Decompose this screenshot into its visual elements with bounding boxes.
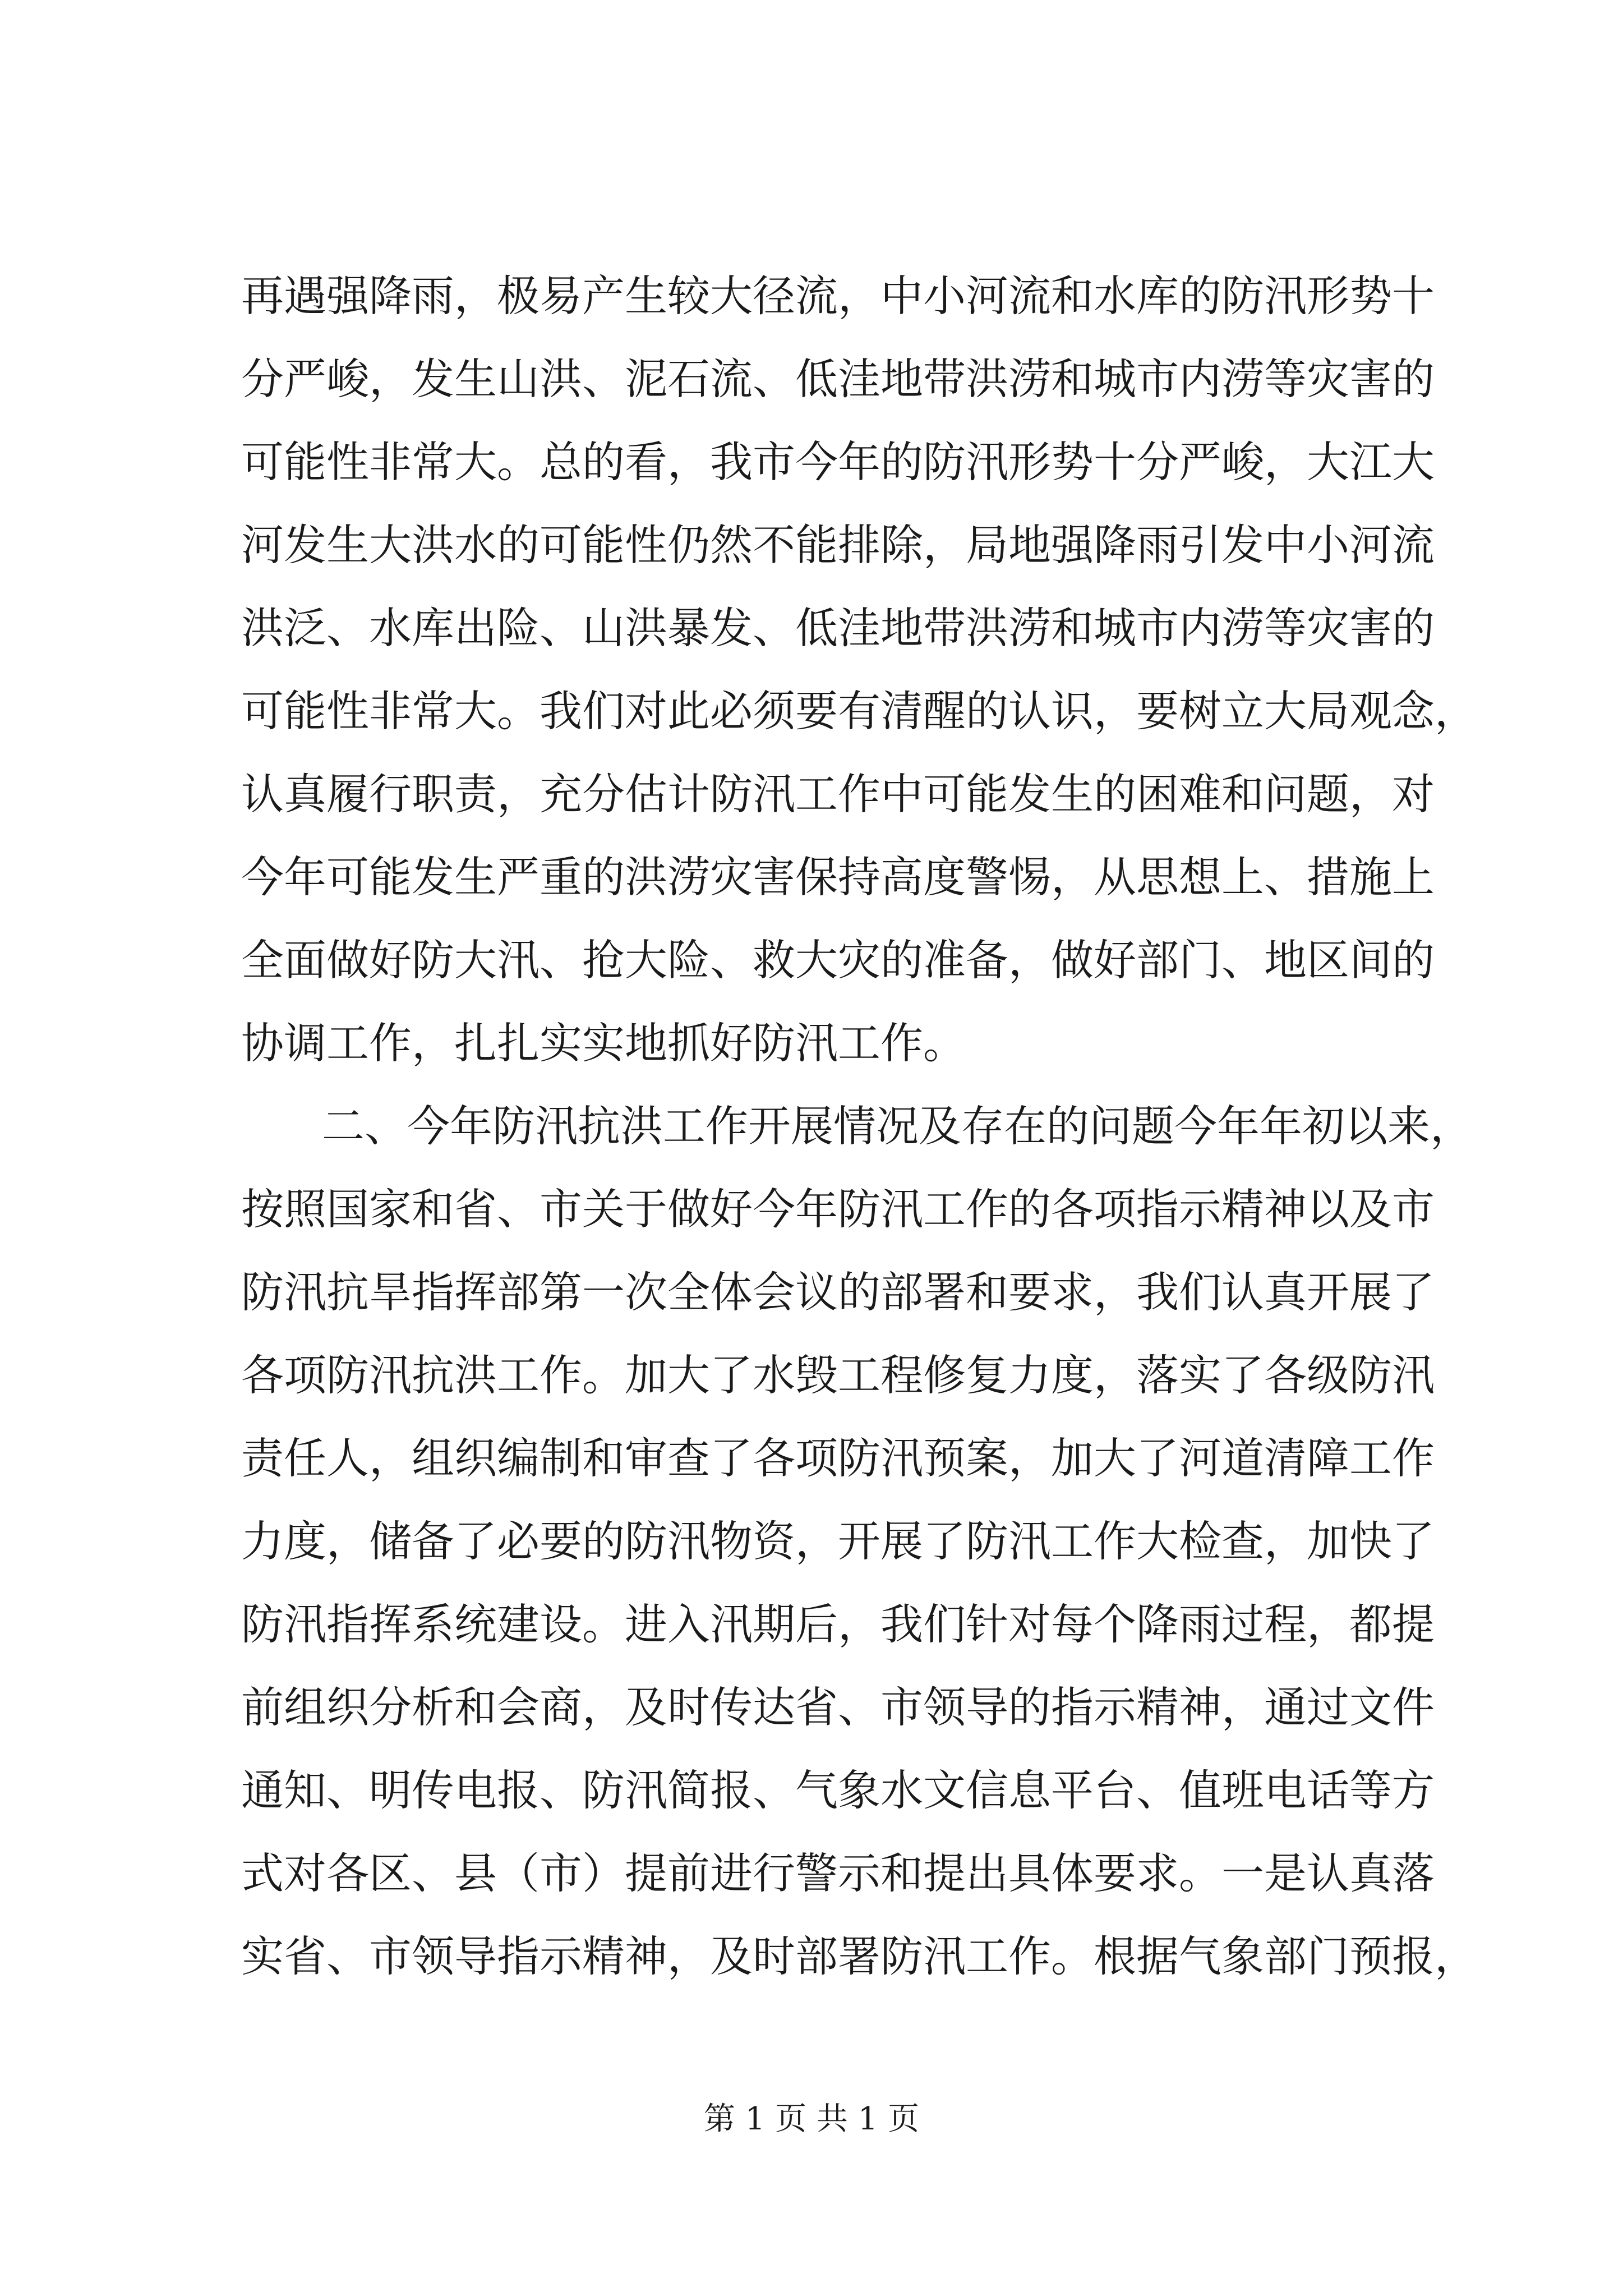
page-footer xyxy=(0,2097,1623,2142)
text-line: 洪泛、水库出险、山洪暴发、低洼地带洪涝和城市内涝等灾害的 xyxy=(241,603,1435,653)
text-line: 通知、明传电报、防汛简报、气象水文信息平台、值班电话等方 xyxy=(241,1765,1435,1815)
text-line: 可能性非常大。我们对此必须要有清醒的认识，要树立大局观念， xyxy=(241,686,1477,736)
text-line: 防汛抗旱指挥部第一次全体会议的部署和要求，我们认真开展了 xyxy=(241,1267,1435,1317)
text-line: 责任人，组织编制和审查了各项防汛预案，加大了河道清障工作 xyxy=(241,1433,1435,1483)
section-heading-line: 二、今年防汛抗洪工作开展情况及存在的问题今年年初以来， xyxy=(322,1101,1473,1151)
text-line: 可能性非常大。总的看，我市今年的防汛形势十分严峻，大江大 xyxy=(241,437,1435,487)
text-line: 前组织分析和会商，及时传达省、市领导的指示精神，通过文件 xyxy=(241,1682,1435,1732)
text-line: 各项防汛抗洪工作。加大了水毁工程修复力度，落实了各级防汛 xyxy=(241,1350,1435,1400)
text-line: 全面做好防大汛、抢大险、救大灾的准备，做好部门、地区间的 xyxy=(241,935,1435,985)
text-line: 式对各区、县（市）提前进行警示和提出具体要求。一是认真落 xyxy=(241,1848,1435,1898)
text-line: 今年可能发生严重的洪涝灾害保持高度警惕，从思想上、措施上 xyxy=(241,852,1435,902)
page-number: 第 1 页 共 1 页 xyxy=(703,2101,920,2137)
text-line: 力度，储备了必要的防汛物资，开展了防汛工作大检查，加快了 xyxy=(241,1516,1435,1566)
text-line: 认真履行职责，充分估计防汛工作中可能发生的困难和问题，对 xyxy=(241,769,1435,819)
text-line: 按照国家和省、市关于做好今年防汛工作的各项指示精神以及市 xyxy=(241,1184,1435,1234)
text-line: 防汛指挥系统建设。进入汛期后，我们针对每个降雨过程，都提 xyxy=(241,1599,1435,1649)
text-line: 实省、市领导指示精神，及时部署防汛工作。根据气象部门预报， xyxy=(241,1931,1477,1981)
text-line: 协调工作，扎扎实实地抓好防汛工作。 xyxy=(241,1018,966,1068)
text-line: 分严峻，发生山洪、泥石流、低洼地带洪涝和城市内涝等灾害的 xyxy=(241,354,1435,404)
text-line: 河发生大洪水的可能性仍然不能排除，局地强降雨引发中小河流 xyxy=(241,520,1435,570)
text-line: 再遇强降雨，极易产生较大径流，中小河流和水库的防汛形势十 xyxy=(241,271,1435,321)
